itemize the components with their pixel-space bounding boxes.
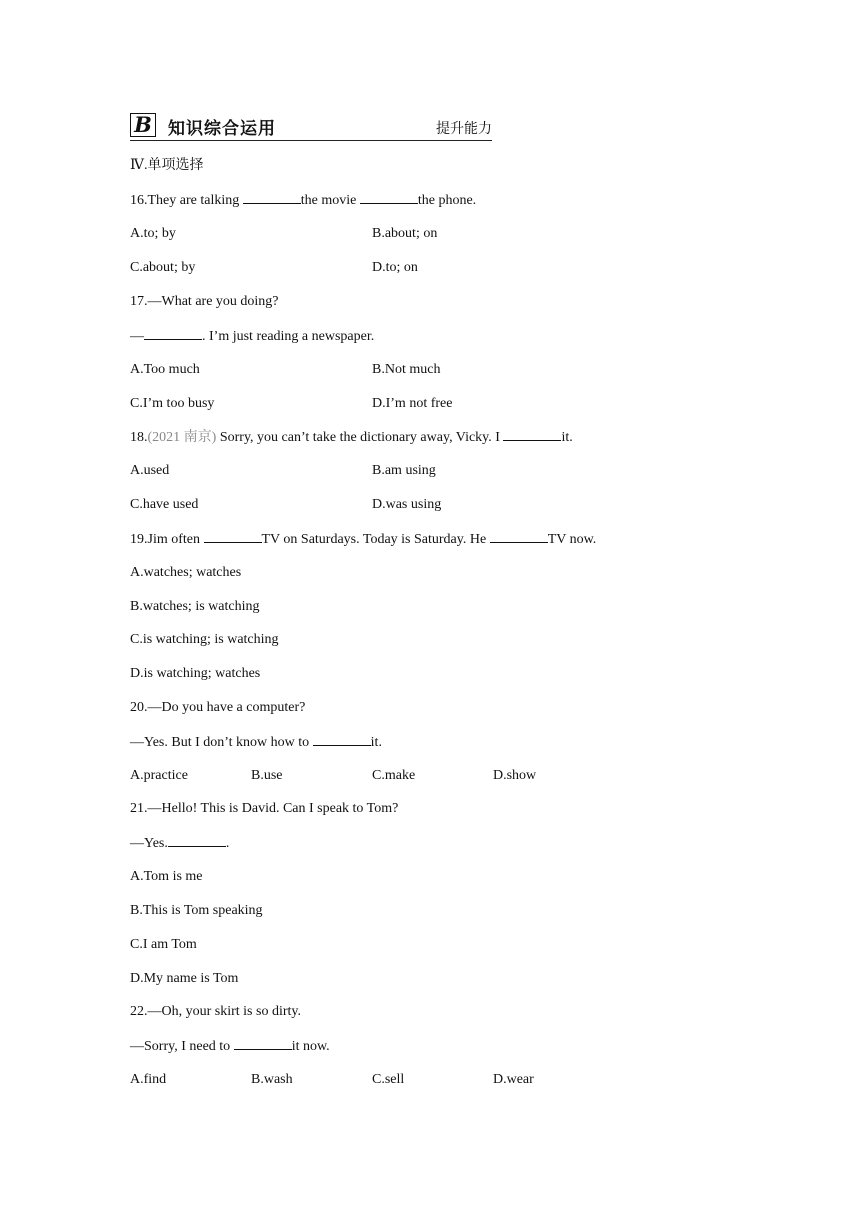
option-b[interactable]: B.watches; is watching [130, 599, 260, 614]
question-22-reply: —Sorry, I need to it now. [130, 1039, 330, 1054]
option-d[interactable]: D.My name is Tom [130, 971, 239, 986]
option-c[interactable]: C.make [372, 768, 416, 783]
answer-blank[interactable] [313, 733, 371, 746]
option-c[interactable]: C.I am Tom [130, 937, 197, 952]
section-subtitle: 提升能力 [436, 121, 492, 137]
option-d[interactable]: D.I’m not free [372, 396, 453, 411]
option-a[interactable]: A.watches; watches [130, 565, 242, 580]
question-19: 19.Jim often TV on Saturdays. Today is Saturday. He TV now. [130, 532, 597, 547]
option-d[interactable]: D.to; on [372, 260, 418, 275]
option-a[interactable]: A.Tom is me [130, 869, 203, 884]
question-22: 22.—Oh, your skirt is so dirty. [130, 1004, 301, 1019]
answer-blank[interactable] [168, 834, 226, 847]
answer-blank[interactable] [144, 327, 202, 340]
section-b-logo: B [130, 113, 156, 137]
option-a[interactable]: A.find [130, 1072, 167, 1087]
answer-blank[interactable] [234, 1037, 292, 1050]
question-21-reply: —Yes. . [130, 836, 230, 851]
answer-blank[interactable] [490, 530, 548, 543]
question-20: 20.—Do you have a computer? [130, 700, 306, 715]
option-b[interactable]: B.Not much [372, 362, 441, 377]
answer-blank[interactable] [503, 428, 561, 441]
option-c[interactable]: C.I’m too busy [130, 396, 215, 411]
option-d[interactable]: D.wear [493, 1072, 534, 1087]
answer-blank[interactable] [243, 191, 301, 204]
section-label: Ⅳ.单项选择 [130, 158, 204, 173]
option-b[interactable]: B.wash [251, 1072, 293, 1087]
section-header [130, 112, 492, 141]
section-title: 知识综合运用 [168, 119, 276, 139]
option-b[interactable]: B.This is Tom speaking [130, 903, 263, 918]
option-a[interactable]: A.to; by [130, 226, 176, 241]
option-c[interactable]: C.have used [130, 497, 199, 512]
question-18: 18.(2021 南京) Sorry, you can’t take the dictionary away, Vicky. I it. [130, 430, 573, 445]
question-21: 21.—Hello! This is David. Can I speak to Tom? [130, 801, 399, 816]
question-20-reply: —Yes. But I don’t know how to it. [130, 735, 382, 750]
option-c[interactable]: C.about; by [130, 260, 196, 275]
question-16: 16.They are talking the movie the phone. [130, 193, 477, 208]
option-d[interactable]: D.show [493, 768, 537, 783]
answer-blank[interactable] [204, 530, 262, 543]
option-b[interactable]: B.am using [372, 463, 436, 478]
option-b[interactable]: B.about; on [372, 226, 438, 241]
question-17: 17.—What are you doing? [130, 294, 279, 309]
answer-blank[interactable] [360, 191, 418, 204]
question-17-reply: — . I’m just reading a newspaper. [130, 329, 375, 344]
option-a[interactable]: A.used [130, 463, 170, 478]
option-a[interactable]: A.Too much [130, 362, 200, 377]
option-a[interactable]: A.practice [130, 768, 188, 783]
option-c[interactable]: C.is watching; is watching [130, 632, 279, 647]
option-d[interactable]: D.is watching; watches [130, 666, 261, 681]
option-d[interactable]: D.was using [372, 497, 442, 512]
option-c[interactable]: C.sell [372, 1072, 405, 1087]
option-b[interactable]: B.use [251, 768, 283, 783]
question-source: (2021 南京) [147, 430, 217, 445]
